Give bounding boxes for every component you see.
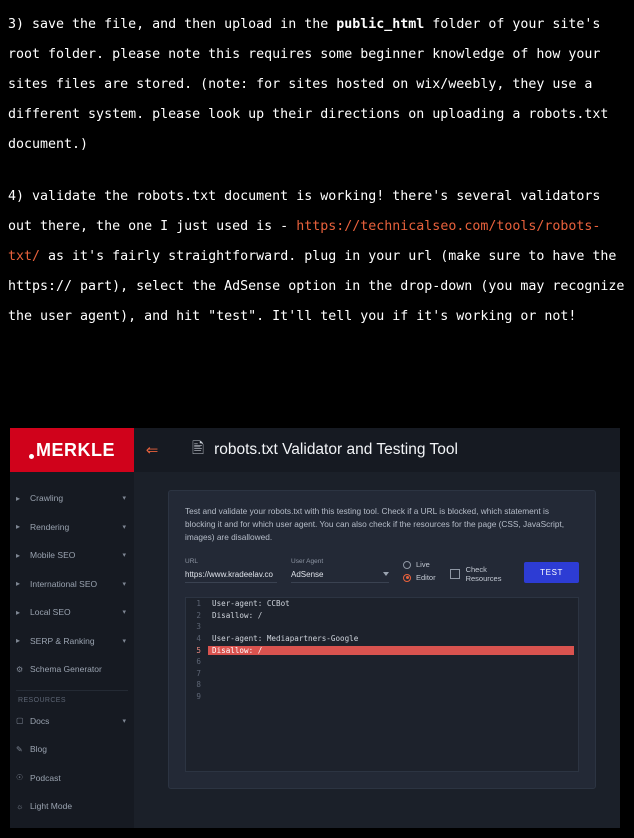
sidebar-item-blog[interactable] (10, 735, 134, 764)
merkle-logo[interactable] (10, 428, 134, 472)
paragraph-4-post: as it's fairly straightforward. plug in your url (make sure to have the https:// part), select the AdSense option in the drop-down (you may recognize the user agent), and hit "test". It'll tell you if it's working or not! (8, 249, 625, 324)
url-label: URL (185, 558, 199, 565)
sidebar-item-podcast[interactable] (10, 764, 134, 793)
line-text: User-agent: Mediapartners-Google (212, 634, 359, 644)
radio-editor-icon (403, 574, 411, 582)
public-html-bold: public_html (336, 17, 425, 32)
validator-link[interactable]: https://technicalseo.com/tools/robots-txt/ (8, 219, 601, 264)
line-number: 8 (196, 680, 201, 690)
chevron-down-icon: ▾ (122, 552, 126, 560)
test-button[interactable]: TEST (524, 562, 579, 583)
sidebar-item-label: Light Mode (30, 801, 73, 812)
line-text: Disallow: / (212, 610, 263, 620)
paragraph-3-pre: 3) save the file, and then upload in the (8, 17, 337, 32)
sidebar-item-light-mode[interactable] (10, 792, 134, 821)
line-number: 9 (196, 692, 201, 702)
line-number: 2 (196, 610, 201, 620)
line-number: 5 (196, 645, 201, 655)
chevron-right-icon: ▸ (16, 522, 21, 532)
chevron-down-icon: ▾ (122, 523, 126, 531)
code-line (186, 668, 578, 680)
code-line (186, 679, 578, 691)
chevron-right-icon: ▸ (16, 579, 21, 589)
robots-code-viewer[interactable] (185, 597, 579, 772)
line-number: 1 (196, 599, 201, 609)
code-line (186, 633, 578, 645)
url-field-group (185, 558, 277, 583)
radio-editor-label: Editor (416, 573, 436, 582)
sidebar-item-international-seo[interactable] (10, 570, 134, 599)
sidebar-item-crawling[interactable] (10, 484, 134, 513)
sidebar-item-label: Mobile SEO (30, 550, 76, 561)
sidebar-item-label: Schema Generator (30, 664, 102, 675)
code-line (186, 598, 578, 610)
chevron-right-icon: ▸ (16, 550, 21, 560)
paragraph-3-post: folder of your site's root folder. please note this requires some beginner knowledge of how your sites files are stored. (note: for sites hosted on wix/weebly, they use a different system. please look up their directions on uploading a robots.txt document.) (8, 17, 609, 152)
user-agent-select[interactable] (291, 568, 389, 583)
radio-live-icon (403, 561, 411, 569)
sidebar-item-label: SERP & Ranking (30, 635, 95, 646)
microphone-icon: ☉ (16, 773, 24, 783)
sidebar-item-label: Crawling (30, 493, 64, 504)
document-icon: 🖹 (192, 439, 205, 457)
line-text: Disallow: / (208, 646, 574, 655)
chevron-down-icon: ▾ (122, 717, 126, 725)
chevron-down-icon (383, 572, 389, 576)
sidebar-item-mobile-seo[interactable] (10, 541, 134, 570)
logo-dot-icon (29, 454, 34, 459)
paragraph-4-pre: 4) validate the robots.txt document is working! there's several validators out there, the one I just used is - (8, 189, 601, 234)
sidebar[interactable] (10, 472, 134, 828)
code-line (186, 610, 578, 622)
sidebar-item-rendering[interactable] (10, 513, 134, 542)
sidebar-item-label: Rendering (30, 521, 70, 532)
sidebar-item-docs[interactable] (10, 707, 134, 736)
app-topbar (10, 428, 620, 472)
code-line (186, 656, 578, 668)
sidebar-item-schema-generator[interactable] (10, 655, 134, 684)
code-line (186, 691, 578, 703)
paragraph-step-4 (8, 182, 626, 332)
sidebar-item-label: International SEO (30, 578, 98, 589)
card-description: Test and validate your robots.txt with this testing tool. Check if a URL is blocked, which statement is blocking it and for which user agent. You can also check if the resources for the page (CSS, JavaScript, images) are disallowed. (185, 506, 565, 542)
pencil-icon: ✎ (16, 744, 23, 754)
sun-icon: ☼ (16, 801, 24, 811)
radio-live-label: Live (416, 560, 430, 569)
line-text: User-agent: CCBot (212, 599, 290, 609)
chevron-right-icon: ▸ (16, 636, 21, 646)
embedded-screenshot (10, 428, 620, 828)
line-number: 6 (196, 657, 201, 667)
sidebar-item-label: Docs (30, 715, 50, 726)
merkle-logo-text: MERKLE (36, 439, 115, 460)
radio-option-live[interactable] (403, 560, 436, 569)
code-line-blocked (186, 644, 578, 656)
mode-radio-group[interactable] (403, 560, 436, 583)
sidebar-item-local-seo[interactable] (10, 598, 134, 627)
sidebar-divider (16, 690, 128, 691)
collapse-arrow-icon[interactable]: ⇐ (145, 442, 159, 459)
url-input[interactable] (185, 568, 277, 583)
chevron-down-icon: ▾ (122, 637, 126, 645)
line-number: 7 (196, 668, 201, 678)
validator-form (185, 558, 579, 583)
code-icon: ⚙ (16, 664, 24, 674)
page-title: robots.txt Validator and Testing Tool (214, 441, 458, 458)
main-panel (134, 472, 620, 828)
chevron-right-icon: ▸ (16, 493, 21, 503)
check-resources-label: Check Resources (465, 565, 502, 583)
user-agent-label: User Agent (291, 558, 324, 565)
sidebar-group-label: RESOURCES (18, 696, 66, 704)
radio-option-editor[interactable] (403, 573, 436, 582)
sidebar-item-serp-ranking[interactable] (10, 627, 134, 656)
book-icon: ▢ (16, 716, 24, 726)
line-number: 3 (196, 622, 201, 632)
chevron-down-icon: ▾ (122, 580, 126, 588)
sidebar-item-label: Blog (30, 744, 48, 755)
chevron-down-icon: ▾ (122, 609, 126, 617)
user-agent-value: AdSense (291, 569, 324, 579)
code-line (186, 621, 578, 633)
article-text (0, 0, 634, 332)
check-resources-group[interactable] (450, 565, 500, 583)
checkbox-icon[interactable] (450, 569, 460, 579)
sidebar-item-label: Local SEO (30, 607, 71, 618)
chevron-right-icon: ▸ (16, 607, 21, 617)
paragraph-step-3 (8, 10, 626, 160)
sidebar-item-label: Podcast (30, 772, 61, 783)
user-agent-field-group (291, 558, 389, 583)
line-number: 4 (196, 634, 201, 644)
chevron-down-icon: ▾ (122, 495, 126, 503)
validator-card (168, 490, 596, 789)
